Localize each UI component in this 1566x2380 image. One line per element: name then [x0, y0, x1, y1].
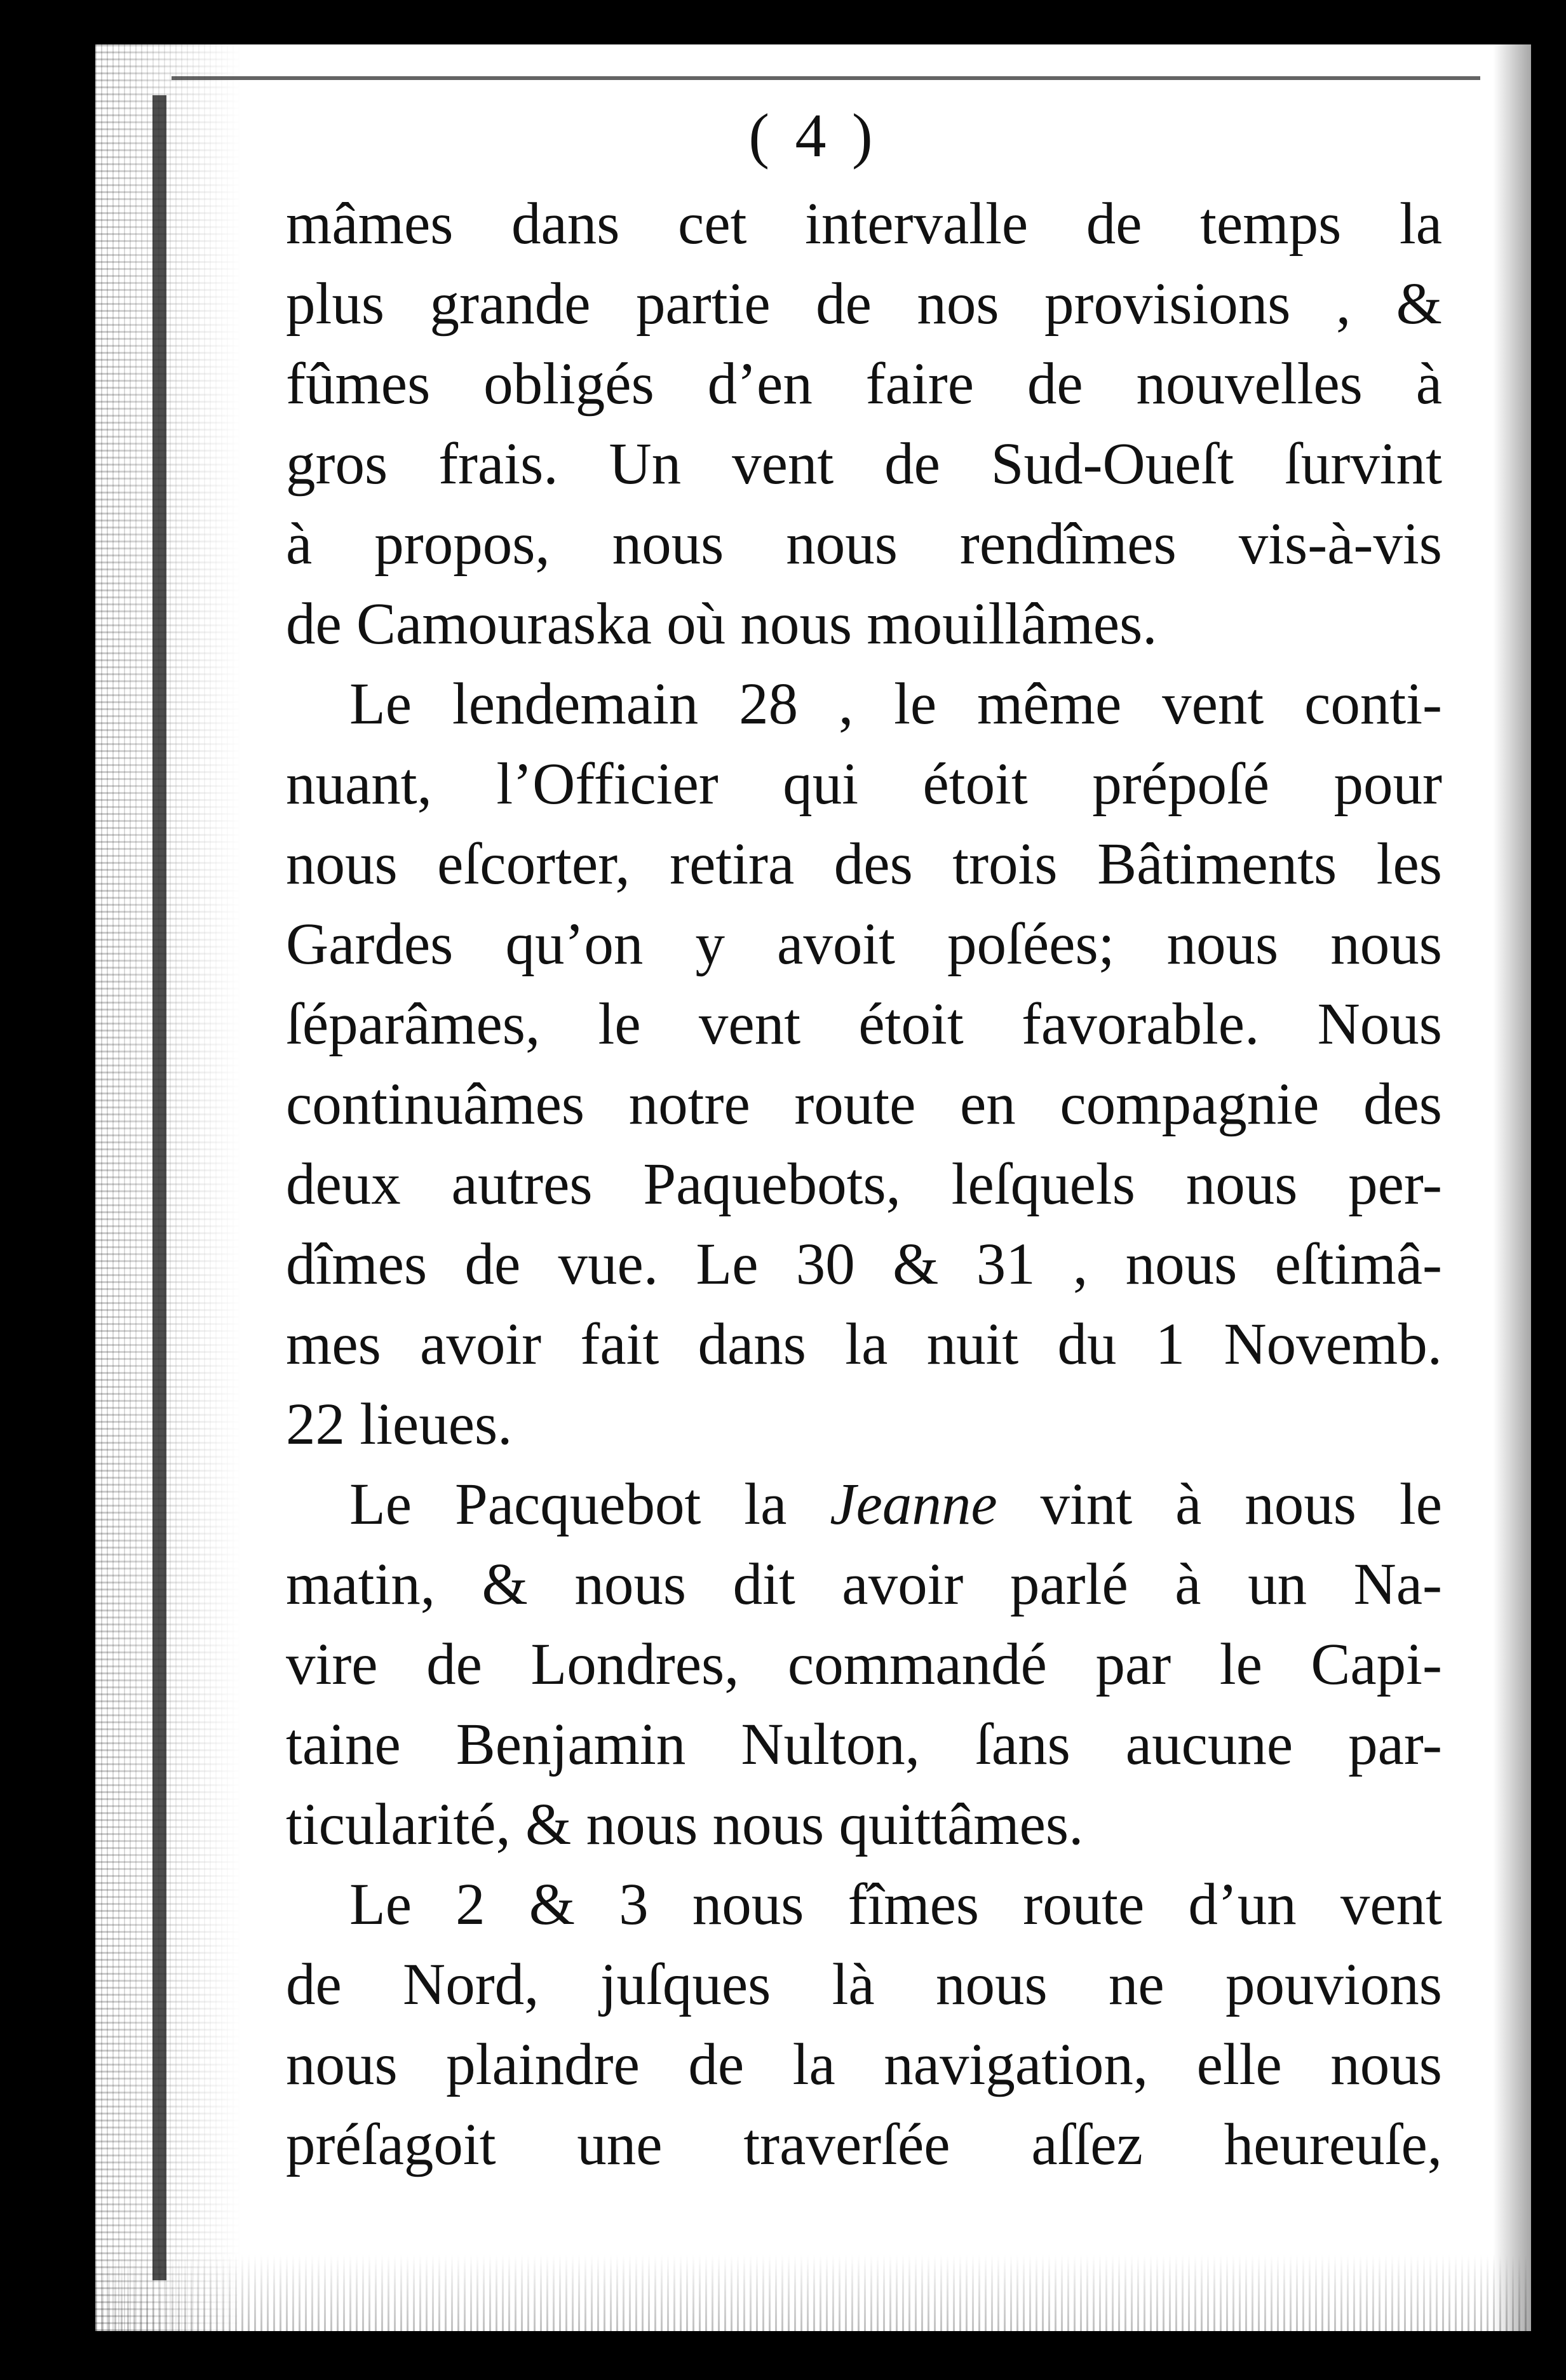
text-line: mes avoir fait dans la nuit du 1 Novemb.: [286, 1312, 1442, 1377]
text-line: ticularité, & nous nous quittâmes.: [286, 1792, 1084, 1857]
text-line: matin, & nous dit avoir parlé à un Na-: [286, 1552, 1442, 1617]
paragraph-3: [286, 1465, 1442, 1865]
text-line: deux autres Paquebots, leſquels nous per-: [286, 1152, 1442, 1217]
top-edge-line: [172, 76, 1480, 80]
text-line: de Nord, juſques là nous ne pouvions: [286, 1952, 1442, 2017]
text-line: 22 lieues.: [286, 1392, 513, 1457]
text-line: nous eſcorter, retira des trois Bâtiments les: [286, 831, 1442, 897]
text-line: mâmes dans cet intervalle de temps la: [286, 191, 1442, 257]
right-edge-shadow: [1493, 44, 1531, 2331]
text-line: nuant, l’Officier qui étoit prépoſé pour: [286, 751, 1442, 817]
bottom-edge-shadow: [95, 2255, 1531, 2331]
text-line: Le lendemain 28 , le même vent conti-: [349, 671, 1442, 737]
page-number: ( 4 ): [748, 102, 878, 170]
body-text: [286, 184, 1442, 2185]
text-line: à propos, nous nous rendîmes vis-à-vis: [286, 511, 1442, 577]
binding-edge: [152, 95, 166, 2280]
text-line: préſagoit une traverſée aſſez heureuſe,: [286, 2112, 1442, 2177]
text-line: plus grande partie de nos provisions , &: [286, 271, 1442, 337]
text-line: gros frais. Un vent de Sud-Oueſt ſurvint: [286, 431, 1442, 497]
text-line: fûmes obligés d’en faire de nouvelles à: [286, 351, 1442, 417]
text-line: Gardes qu’on y avoit poſées; nous nous: [286, 911, 1442, 977]
paragraph-2: [286, 664, 1442, 1465]
text-line: Le Pacquebot la Jeanne vint à nous le: [349, 1472, 1442, 1537]
text-line: taine Benjamin Nulton, ſans aucune par-: [286, 1712, 1442, 1777]
paragraph-1: [286, 184, 1442, 664]
text-line: Le 2 & 3 nous fîmes route d’un vent: [349, 1872, 1442, 1937]
text-line: de Camouraska où nous mouillâmes.: [286, 591, 1158, 657]
ship-name: Jeanne: [830, 1472, 997, 1537]
paragraph-4: [286, 1865, 1442, 2185]
text-line: nous plaindre de la navigation, elle nous: [286, 2032, 1442, 2097]
binding-gutter-shadow: [95, 44, 241, 2331]
text-line: dîmes de vue. Le 30 & 31 , nous eſtimâ-: [286, 1232, 1442, 1297]
text-line: continuâmes notre route en compagnie des: [286, 1072, 1442, 1137]
text-line: ſéparâmes, le vent étoit favorable. Nous: [286, 992, 1442, 1057]
scanned-page: [95, 44, 1531, 2331]
text-line: vire de Londres, commandé par le Capi-: [286, 1632, 1442, 1697]
